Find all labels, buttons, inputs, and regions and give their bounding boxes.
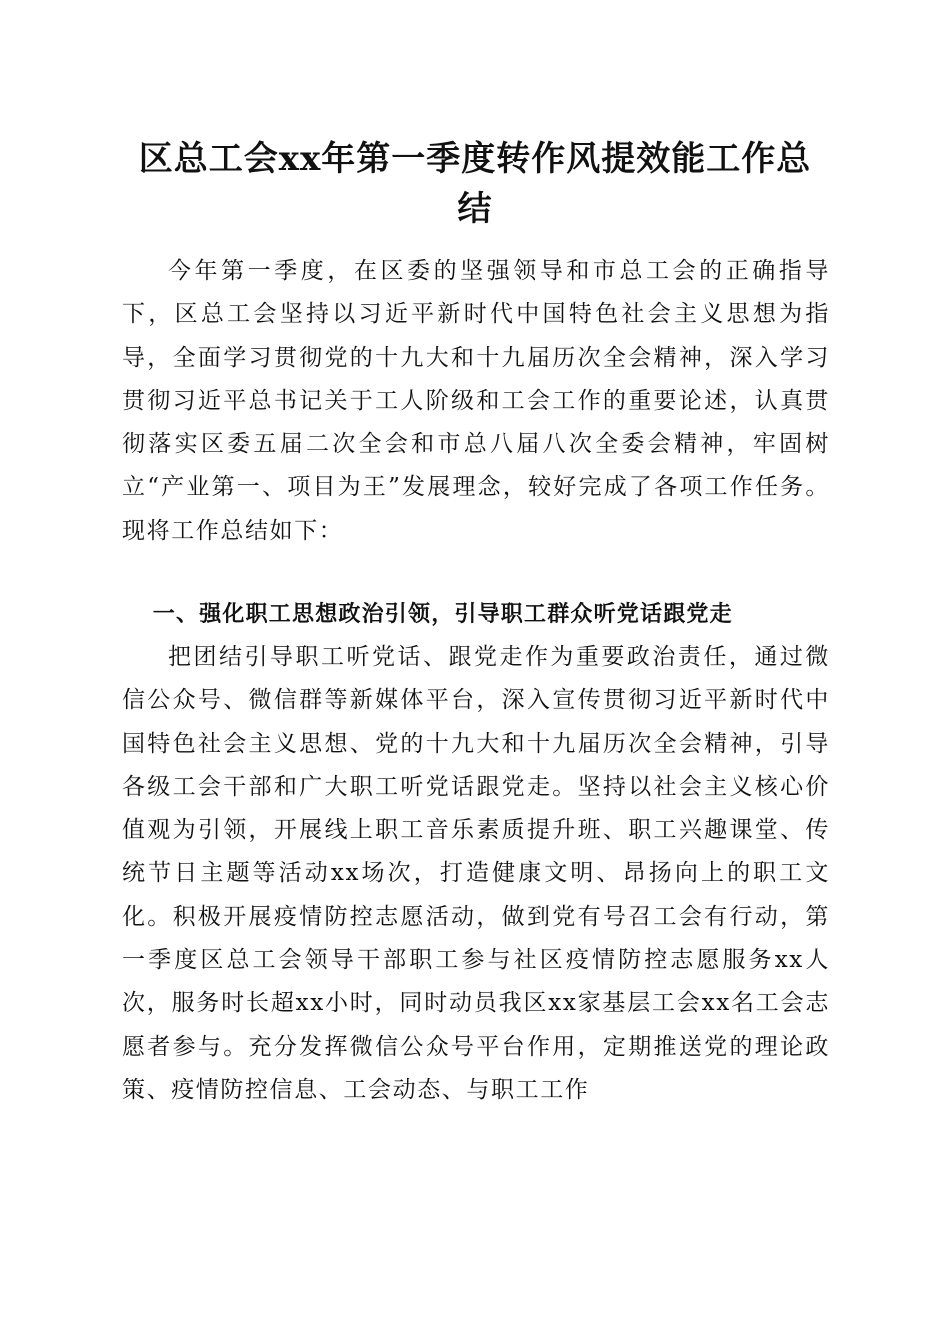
intro-paragraph: 今年第一季度，在区委的坚强领导和市总工会的正确指导下，区总工会坚持以习近平新时代中国特色社会主义思想为指导，全面学习贯彻党的十九大和十九届历次全会精神，深入学习贯彻习近平总书记关于工人阶级和工会工作的重要论述，认真贯彻落实区委五届二次全会和市总八届八次全委会精神，牢固树立“产业第一、项目为王”发展理念，较好完成了各项工作任务。现将工作总结如下：: [122, 258, 830, 544]
section-1-paragraph: 把团结引导职工听党话、跟党走作为重要政治责任，通过微信公众号、微信群等新媒体平台，深入宣传贯彻习近平新时代中国特色社会主义思想、党的十九大和十九届历次全会精神，引导各级工会干部和广大职工听党话跟党走。坚持以社会主义核心价值观为引领，开展线上职工音乐素质提升班、职工兴趣课堂、传统节日主题等活动xx场次，打造健康文明、昂扬向上的职工文化。积极开展疫情防控志愿活动，做到党有号召工会有行动，第一季度区总工会领导干部职工参与社区疫情防控志愿服务xx人次，服务时长超xx小时，同时动员我区xx家基层工会xx名工会志愿者参与。充分发挥微信公众号平台作用，定期推送党的理论政策、疫情防控信息、工会动态、与职工工作: [122, 644, 830, 1103]
document-title: 区总工会xx年第一季度转作风提效能工作总结: [138, 139, 812, 229]
section-heading-1: 一、强化职工思想政治引领，引导职工群众听党话跟党走: [152, 602, 733, 627]
